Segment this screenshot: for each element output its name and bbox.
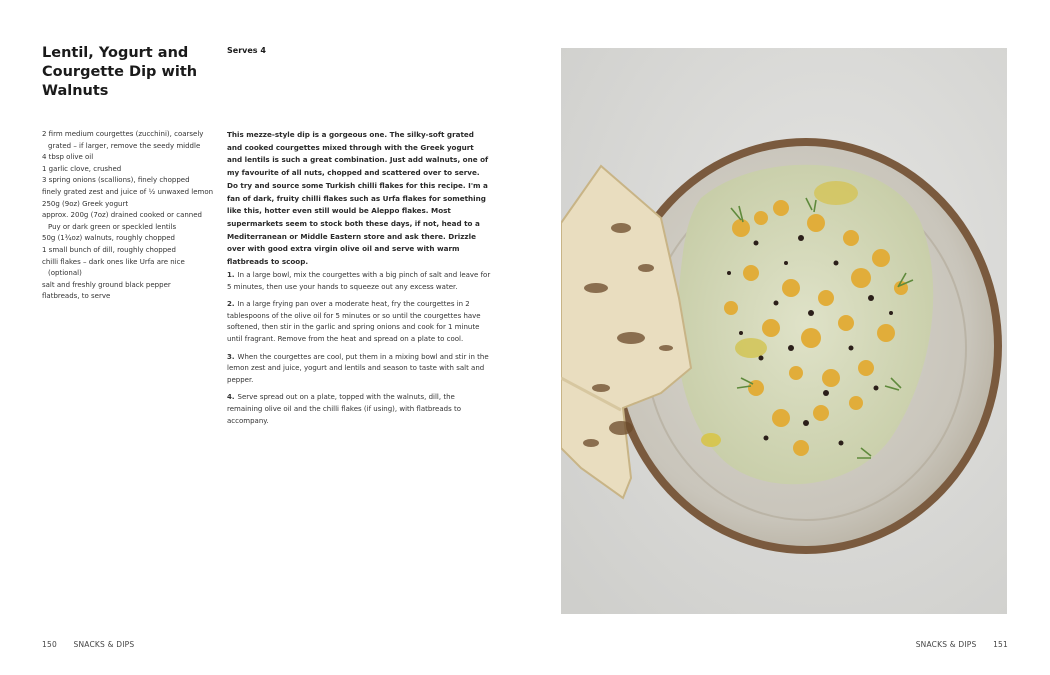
method-steps (227, 270, 491, 433)
ingredient-item: salt and freshly ground black pepper (42, 280, 171, 289)
dish-photo (561, 48, 1007, 614)
method-step (227, 392, 491, 427)
step-text: In a large frying pan over a moderate heat, fry the courgettes in 2 tablespoons of the olive oil for 5 minutes or so until the courgettes have softened, then stir in the garlic and spring onions and cook for 1 minute until fragrant. Remove from the heat and spread on a plate to cool. (227, 300, 481, 343)
ingredient-item: approx. 200g (7oz) drained cooked or canned Puy or dark green or speckled lentils (42, 211, 202, 231)
page-number-right: 151 (993, 640, 1008, 649)
ingredient-item: chilli flakes – dark ones like Urfa are nice (optional) (42, 257, 185, 278)
section-title-right: SNACKS & DIPS (915, 640, 977, 649)
step-text: In a large bowl, mix the courgettes with a big pinch of salt and leave for 5 minutes, then use your hands to squeeze out any excess water. (227, 271, 491, 291)
footer-left (42, 640, 134, 649)
dish-illustration (561, 48, 1007, 614)
ingredient-item: 50g (1¾oz) walnuts, roughly chopped (42, 234, 175, 243)
ingredient-item: 1 small bunch of dill, roughly chopped (42, 245, 176, 254)
ingredient-item: 3 spring onions (scallions), finely chopped (42, 176, 190, 185)
recipe-intro: This mezze-style dip is a gorgeous one. The silky-soft grated and cooked courgettes mixed through with the Greek yogurt and lentils is such a great combination. Just add walnuts, one of my favourite of all nuts, chopped and scattered over to serve. Do try and source some Turkish chilli flakes for this recipe. I'm a fan of dark, fruity chilli flakes such as Urfa flakes for something like this, hotter even still would be Aleppo flakes. Most supermarkets seem to stock both these days, if not, head to a Mediterranean or Middle Eastern store and ask there. Drizzle over with good extra virgin olive oil and serve with warm flatbreads to scoop. (227, 130, 489, 267)
step-text: When the courgettes are cool, put them in a mixing bowl and stir in the lemon zest and juice, yogurt and lentils and season to taste with salt and pepper. (227, 352, 489, 384)
ingredient-item: 1 garlic clove, crushed (42, 164, 122, 173)
method-step (227, 270, 491, 293)
method-step (227, 299, 491, 345)
ingredient-item: 2 firm medium courgettes (zucchini), coarsely grated – if larger, remove the seedy middle (42, 130, 204, 150)
serves-label: Serves 4 (227, 46, 266, 55)
method-step (227, 352, 491, 387)
step-number: 2. (227, 300, 235, 309)
section-title-left: SNACKS & DIPS (73, 640, 135, 649)
ingredient-item: 4 tbsp olive oil (42, 153, 94, 162)
ingredient-item: 250g (9oz) Greek yogurt (42, 199, 129, 208)
step-number: 1. (227, 271, 235, 279)
footer-right (916, 640, 1008, 649)
ingredient-item: finely grated zest and juice of ½ unwaxed lemon (42, 187, 214, 196)
step-text: Serve spread out on a plate, topped with the walnuts, dill, the remaining olive oil and the chilli flakes (if using), with flatbreads to accompany. (227, 393, 461, 425)
step-number: 4. (227, 393, 235, 402)
ingredient-item: flatbreads, to serve (42, 292, 111, 301)
page-number-left: 150 (42, 640, 57, 649)
step-number: 3. (227, 352, 235, 361)
ingredient-list (42, 129, 214, 303)
recipe-title: Lentil, Yogurt and Courgette Dip with Walnuts (42, 45, 198, 99)
